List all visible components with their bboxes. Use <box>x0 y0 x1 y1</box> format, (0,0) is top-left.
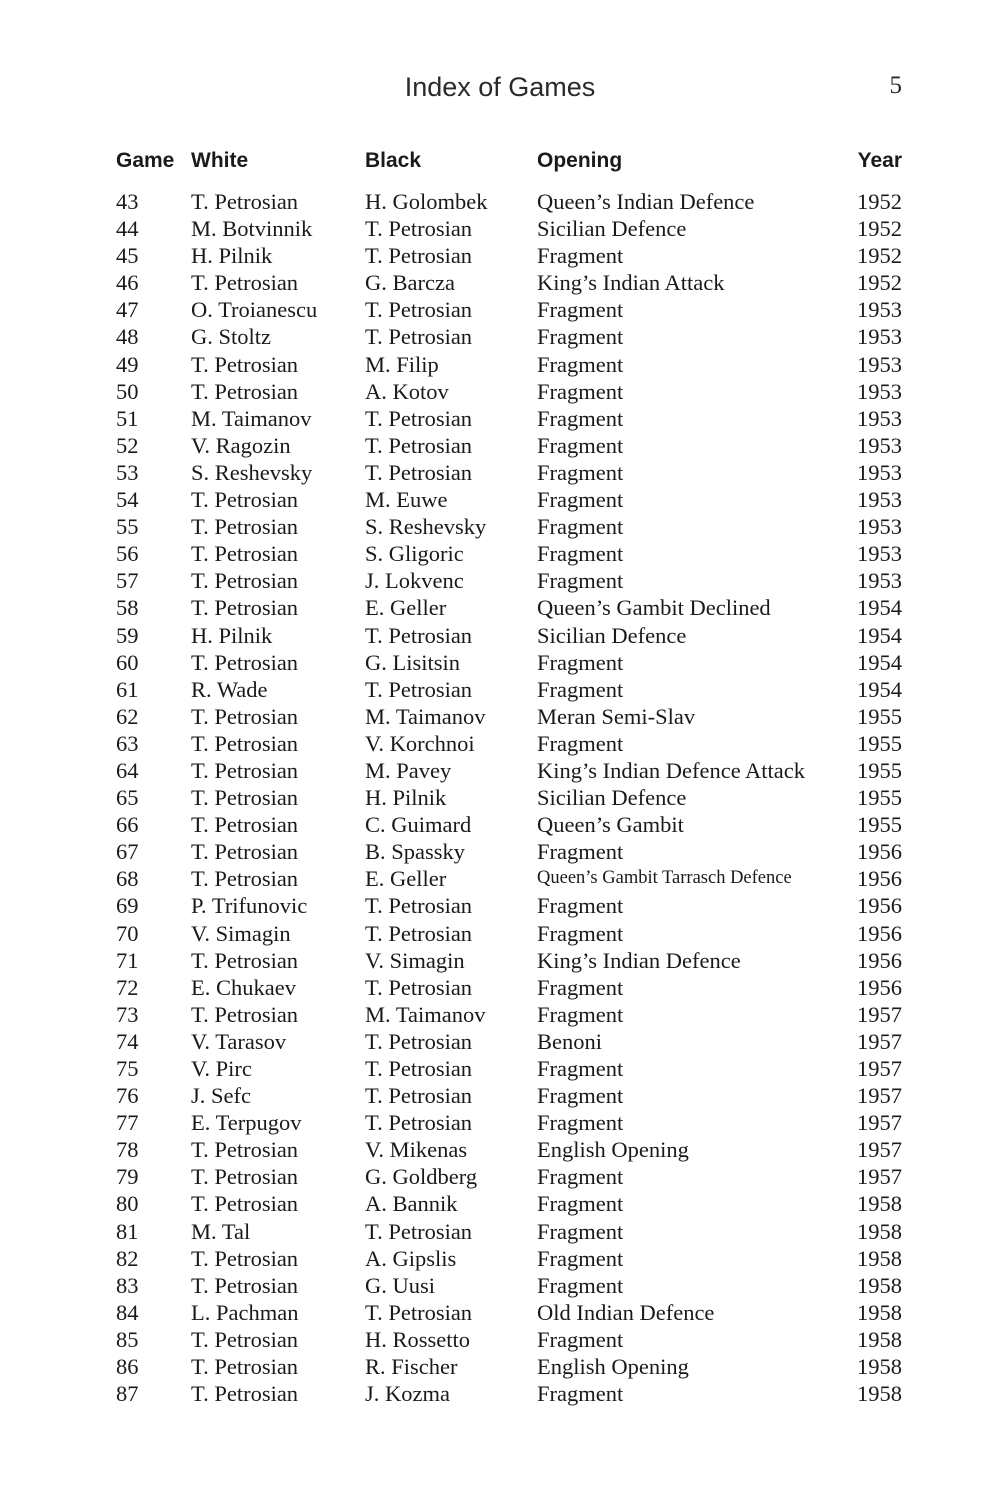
white-player-cell: T. Petrosian <box>191 1245 299 1271</box>
game-number-cell: 76 <box>116 1083 139 1109</box>
white-player-cell: J. Sefc <box>191 1083 251 1109</box>
year-cell: 1958 <box>857 1191 902 1217</box>
black-player-cell: T. Petrosian <box>365 676 473 702</box>
game-number-cell: 73 <box>116 1001 139 1027</box>
game-number-cell: 53 <box>116 459 139 485</box>
opening-cell: Sicilian Defence <box>537 785 687 811</box>
table-row <box>116 865 902 892</box>
opening-cell: Fragment <box>537 1326 624 1352</box>
page-header <box>0 72 1000 112</box>
black-player-cell: T. Petrosian <box>365 622 473 648</box>
table-row <box>116 622 902 649</box>
table-row <box>116 1082 902 1109</box>
table-row <box>116 594 902 621</box>
table-row <box>116 323 902 350</box>
game-number-cell: 86 <box>116 1354 139 1380</box>
opening-cell: Fragment <box>537 1381 624 1407</box>
game-number-cell: 47 <box>116 297 139 323</box>
opening-cell: Fragment <box>537 974 624 1000</box>
opening-cell: Fragment <box>537 378 624 404</box>
opening-cell: Fragment <box>537 459 624 485</box>
black-player-cell: T. Petrosian <box>365 1110 473 1136</box>
opening-cell: Benoni <box>537 1028 602 1054</box>
opening-cell: Fragment <box>537 1272 624 1298</box>
black-player-cell: T. Petrosian <box>365 216 473 242</box>
black-player-cell: G. Lisitsin <box>365 649 461 675</box>
table-row <box>116 1299 902 1326</box>
table-row <box>116 432 902 459</box>
year-cell: 1953 <box>857 378 902 404</box>
opening-cell: Fragment <box>537 1056 624 1081</box>
table-row <box>116 920 902 947</box>
game-number-cell: 70 <box>116 920 139 946</box>
white-player-cell: M. Botvinnik <box>191 216 313 242</box>
year-cell: 1957 <box>857 1028 902 1054</box>
table-row <box>116 1028 902 1055</box>
black-player-cell: G. Goldberg <box>365 1164 478 1190</box>
opening-cell: Fragment <box>537 514 624 540</box>
table-row <box>116 1190 902 1217</box>
black-player-cell: M. Euwe <box>365 487 448 513</box>
game-number-cell: 81 <box>116 1218 139 1244</box>
game-number-cell: 50 <box>116 378 139 404</box>
opening-cell: English Opening <box>537 1137 689 1163</box>
white-player-cell: V. Tarasov <box>191 1028 287 1054</box>
black-player-cell: H. Rossetto <box>365 1326 471 1352</box>
opening-cell: Queen’s Indian Defence <box>537 189 755 214</box>
game-number-cell: 83 <box>116 1272 139 1298</box>
year-cell: 1957 <box>857 1164 902 1190</box>
white-player-cell: T. Petrosian <box>191 514 299 540</box>
year-cell: 1953 <box>857 568 902 594</box>
white-player-cell: E. Chukaev <box>191 974 296 1000</box>
game-number-cell: 52 <box>116 432 139 458</box>
year-cell: 1954 <box>857 649 902 675</box>
table-row <box>116 1218 902 1245</box>
game-number-cell: 56 <box>116 541 139 567</box>
white-player-cell: T. Petrosian <box>191 1354 299 1380</box>
year-cell: 1957 <box>857 1137 902 1163</box>
table-row <box>116 1245 902 1272</box>
black-player-cell: J. Kozma <box>365 1381 450 1407</box>
white-player-cell: T. Petrosian <box>191 541 299 567</box>
column-header-game: Game <box>116 149 175 172</box>
white-player-cell: V. Ragozin <box>191 432 291 458</box>
white-player-cell: H. Pilnik <box>191 622 273 648</box>
game-number-cell: 62 <box>116 703 139 729</box>
table-row <box>116 351 902 378</box>
year-cell: 1953 <box>857 541 902 567</box>
black-player-cell: T. Petrosian <box>365 297 473 323</box>
game-number-cell: 57 <box>116 568 139 594</box>
opening-cell: Fragment <box>537 243 624 269</box>
black-player-cell: T. Petrosian <box>365 1218 473 1244</box>
opening-cell: Old Indian Defence <box>537 1299 715 1325</box>
table-row <box>116 269 902 296</box>
table-row <box>116 947 902 974</box>
game-number-cell: 82 <box>116 1245 139 1271</box>
white-player-cell: S. Reshevsky <box>191 459 313 485</box>
white-player-cell: T. Petrosian <box>191 947 299 973</box>
white-player-cell: H. Pilnik <box>191 243 273 269</box>
table-row <box>116 540 902 567</box>
year-cell: 1952 <box>857 243 902 269</box>
opening-cell: Sicilian Defence <box>537 622 687 648</box>
game-number-cell: 71 <box>116 947 139 973</box>
opening-cell: Fragment <box>537 649 624 675</box>
opening-cell: King’s Indian Defence Attack <box>537 757 806 783</box>
table-row <box>116 974 902 1001</box>
game-number-cell: 55 <box>116 514 139 540</box>
black-player-cell: C. Guimard <box>365 812 472 838</box>
black-player-cell: A. Bannik <box>365 1191 458 1217</box>
table-row <box>116 1353 902 1380</box>
game-number-cell: 48 <box>116 324 139 350</box>
table-row <box>116 405 902 432</box>
opening-cell: Fragment <box>537 1218 624 1244</box>
opening-cell: Fragment <box>537 405 624 431</box>
opening-cell: Meran Semi-Slav <box>537 703 696 729</box>
game-number-cell: 74 <box>116 1028 139 1054</box>
white-player-cell: T. Petrosian <box>191 785 299 811</box>
year-cell: 1957 <box>857 1056 902 1081</box>
table-row <box>116 1326 902 1353</box>
white-player-cell: T. Petrosian <box>191 1001 299 1027</box>
opening-cell: Fragment <box>537 324 624 350</box>
year-cell: 1953 <box>857 432 902 458</box>
year-cell: 1957 <box>857 1083 902 1109</box>
year-cell: 1958 <box>857 1326 902 1352</box>
year-cell: 1953 <box>857 324 902 350</box>
game-number-cell: 45 <box>116 243 139 269</box>
black-player-cell: G. Uusi <box>365 1272 436 1298</box>
game-number-cell: 64 <box>116 757 139 783</box>
white-player-cell: T. Petrosian <box>191 649 299 675</box>
year-cell: 1956 <box>857 920 902 946</box>
table-row <box>116 1001 902 1028</box>
white-player-cell: R. Wade <box>191 676 268 702</box>
year-cell: 1958 <box>857 1272 902 1298</box>
game-number-cell: 85 <box>116 1326 139 1352</box>
white-player-cell: G. Stoltz <box>191 324 272 350</box>
column-header-black: Black <box>365 149 422 172</box>
opening-cell: Fragment <box>537 730 624 756</box>
opening-cell: Fragment <box>537 351 624 377</box>
white-player-cell: T. Petrosian <box>191 351 299 377</box>
year-cell: 1958 <box>857 1299 902 1325</box>
column-header-year: Year <box>857 149 902 172</box>
white-player-cell: T. Petrosian <box>191 866 299 892</box>
table-row <box>116 1272 902 1299</box>
black-player-cell: V. Mikenas <box>365 1137 468 1163</box>
white-player-cell: T. Petrosian <box>191 378 299 404</box>
game-number-cell: 63 <box>116 730 139 756</box>
black-player-cell: T. Petrosian <box>365 893 473 919</box>
table-row <box>116 1109 902 1136</box>
game-number-cell: 87 <box>116 1381 139 1407</box>
year-cell: 1953 <box>857 351 902 377</box>
table-row <box>116 513 902 540</box>
opening-cell: Sicilian Defence <box>537 216 687 242</box>
opening-cell: English Opening <box>537 1354 689 1380</box>
opening-cell: Fragment <box>537 487 624 513</box>
year-cell: 1952 <box>857 189 902 214</box>
year-cell: 1956 <box>857 839 902 865</box>
black-player-cell: B. Spassky <box>365 839 466 865</box>
opening-cell: Fragment <box>537 920 624 946</box>
white-player-cell: T. Petrosian <box>191 487 299 513</box>
table-row <box>116 757 902 784</box>
black-player-cell: M. Pavey <box>365 757 452 783</box>
game-number-cell: 77 <box>116 1110 139 1136</box>
year-cell: 1956 <box>857 947 902 973</box>
game-number-cell: 58 <box>116 595 139 621</box>
opening-cell: Fragment <box>537 1245 624 1271</box>
game-number-cell: 66 <box>116 812 139 838</box>
black-player-cell: H. Pilnik <box>365 785 447 811</box>
game-number-cell: 43 <box>116 189 139 214</box>
black-player-cell: A. Kotov <box>365 378 449 404</box>
game-number-cell: 61 <box>116 676 139 702</box>
white-player-cell: T. Petrosian <box>191 839 299 865</box>
opening-cell: Fragment <box>537 1110 624 1136</box>
year-cell: 1953 <box>857 514 902 540</box>
black-player-cell: M. Taimanov <box>365 1001 486 1027</box>
black-player-cell: T. Petrosian <box>365 1056 473 1081</box>
opening-cell: Fragment <box>537 1164 624 1190</box>
black-player-cell: T. Petrosian <box>365 432 473 458</box>
table-row <box>116 649 902 676</box>
opening-cell: Fragment <box>537 568 624 594</box>
table-header-row <box>116 140 902 182</box>
white-player-cell: T. Petrosian <box>191 812 299 838</box>
game-number-cell: 80 <box>116 1191 139 1217</box>
year-cell: 1958 <box>857 1354 902 1380</box>
black-player-cell: T. Petrosian <box>365 243 473 269</box>
white-player-cell: E. Terpugov <box>191 1110 302 1136</box>
column-header-white: White <box>191 149 249 172</box>
year-cell: 1955 <box>857 812 902 838</box>
game-number-cell: 67 <box>116 839 139 865</box>
table-row <box>116 486 902 513</box>
white-player-cell: M. Taimanov <box>191 405 312 431</box>
opening-cell: Fragment <box>537 1083 624 1109</box>
table-row <box>116 215 902 242</box>
year-cell: 1954 <box>857 622 902 648</box>
game-number-cell: 46 <box>116 270 139 296</box>
table-row <box>116 703 902 730</box>
table-row <box>116 892 902 919</box>
white-player-cell: V. Simagin <box>191 920 291 946</box>
opening-cell: King’s Indian Defence <box>537 947 741 973</box>
black-player-cell: E. Geller <box>365 595 447 621</box>
black-player-cell: M. Filip <box>365 351 439 377</box>
table-row <box>116 296 902 323</box>
black-player-cell: M. Taimanov <box>365 703 486 729</box>
black-player-cell: R. Fischer <box>365 1354 458 1380</box>
year-cell: 1956 <box>857 974 902 1000</box>
black-player-cell: A. Gipslis <box>365 1245 457 1271</box>
game-number-cell: 79 <box>116 1164 139 1190</box>
year-cell: 1955 <box>857 703 902 729</box>
year-cell: 1956 <box>857 893 902 919</box>
game-number-cell: 59 <box>116 622 139 648</box>
white-player-cell: M. Tal <box>191 1218 251 1244</box>
opening-cell: Fragment <box>537 541 624 567</box>
black-player-cell: E. Geller <box>365 866 447 892</box>
opening-cell: Queen’s Gambit Declined <box>537 595 771 621</box>
year-cell: 1958 <box>857 1245 902 1271</box>
year-cell: 1956 <box>857 866 902 892</box>
black-player-cell: T. Petrosian <box>365 1028 473 1054</box>
white-player-cell: T. Petrosian <box>191 568 299 594</box>
game-number-cell: 54 <box>116 487 139 513</box>
black-player-cell: T. Petrosian <box>365 459 473 485</box>
year-cell: 1954 <box>857 676 902 702</box>
games-table-body <box>116 182 902 1407</box>
table-row <box>116 811 902 838</box>
table-row <box>116 1136 902 1163</box>
black-player-cell: T. Petrosian <box>365 920 473 946</box>
white-player-cell: T. Petrosian <box>191 757 299 783</box>
table-row <box>116 838 902 865</box>
opening-cell: Fragment <box>537 893 624 919</box>
white-player-cell: T. Petrosian <box>191 595 299 621</box>
black-player-cell: J. Lokvenc <box>365 568 464 594</box>
black-player-cell: S. Reshevsky <box>365 514 487 540</box>
white-player-cell: V. Pirc <box>191 1056 252 1081</box>
year-cell: 1955 <box>857 785 902 811</box>
white-player-cell: T. Petrosian <box>191 1272 299 1298</box>
black-player-cell: S. Gligoric <box>365 541 464 567</box>
opening-cell: Fragment <box>537 297 624 323</box>
table-row <box>116 567 902 594</box>
table-row <box>116 188 902 215</box>
table-row <box>116 1163 902 1190</box>
year-cell: 1955 <box>857 757 902 783</box>
white-player-cell: T. Petrosian <box>191 730 299 756</box>
white-player-cell: T. Petrosian <box>191 1164 299 1190</box>
game-number-cell: 72 <box>116 974 139 1000</box>
year-cell: 1958 <box>857 1218 902 1244</box>
year-cell: 1953 <box>857 487 902 513</box>
year-cell: 1957 <box>857 1001 902 1027</box>
white-player-cell: T. Petrosian <box>191 1381 299 1407</box>
opening-cell: Fragment <box>537 432 624 458</box>
opening-cell: Queen’s Gambit <box>537 812 684 838</box>
black-player-cell: V. Korchnoi <box>365 730 475 756</box>
game-number-cell: 84 <box>116 1299 139 1325</box>
page-title: Index of Games <box>404 72 596 102</box>
year-cell: 1957 <box>857 1110 902 1136</box>
opening-cell: Fragment <box>537 839 624 865</box>
game-number-cell: 69 <box>116 893 139 919</box>
year-cell: 1952 <box>857 216 902 242</box>
black-player-cell: T. Petrosian <box>365 1083 473 1109</box>
year-cell: 1952 <box>857 270 902 296</box>
year-cell: 1953 <box>857 297 902 323</box>
year-cell: 1954 <box>857 595 902 621</box>
year-cell: 1955 <box>857 730 902 756</box>
table-row <box>116 459 902 486</box>
white-player-cell: O. Troianescu <box>191 297 318 323</box>
games-index-table <box>116 140 902 1407</box>
white-player-cell: T. Petrosian <box>191 703 299 729</box>
opening-cell: King’s Indian Attack <box>537 270 725 296</box>
black-player-cell: G. Barcza <box>365 270 455 296</box>
table-row <box>116 378 902 405</box>
game-number-cell: 78 <box>116 1137 139 1163</box>
table-row <box>116 784 902 811</box>
table-row <box>116 730 902 757</box>
game-number-cell: 51 <box>116 405 139 431</box>
opening-cell: Queen’s Gambit Tarrasch Defence <box>537 868 792 889</box>
black-player-cell: T. Petrosian <box>365 405 473 431</box>
black-player-cell: T. Petrosian <box>365 324 473 350</box>
white-player-cell: P. Trifunovic <box>191 893 308 919</box>
year-cell: 1953 <box>857 459 902 485</box>
white-player-cell: T. Petrosian <box>191 1326 299 1352</box>
black-player-cell: T. Petrosian <box>365 974 473 1000</box>
opening-cell: Fragment <box>537 676 624 702</box>
table-row <box>116 1055 902 1082</box>
game-number-cell: 68 <box>116 866 139 892</box>
game-number-cell: 75 <box>116 1056 139 1081</box>
white-player-cell: T. Petrosian <box>191 1137 299 1163</box>
black-player-cell: T. Petrosian <box>365 1299 473 1325</box>
game-number-cell: 49 <box>116 351 139 377</box>
page-number: 5 <box>889 72 902 99</box>
table-row <box>116 676 902 703</box>
opening-cell: Fragment <box>537 1001 624 1027</box>
white-player-cell: L. Pachman <box>191 1299 299 1325</box>
column-header-opening: Opening <box>537 149 623 172</box>
game-number-cell: 65 <box>116 785 139 811</box>
opening-cell: Fragment <box>537 1191 624 1217</box>
game-number-cell: 44 <box>116 216 139 242</box>
year-cell: 1958 <box>857 1381 902 1407</box>
table-row <box>116 242 902 269</box>
year-cell: 1953 <box>857 405 902 431</box>
black-player-cell: V. Simagin <box>365 947 465 973</box>
white-player-cell: T. Petrosian <box>191 270 299 296</box>
game-number-cell: 60 <box>116 649 139 675</box>
table-row <box>116 1380 902 1407</box>
white-player-cell: T. Petrosian <box>191 189 299 214</box>
white-player-cell: T. Petrosian <box>191 1191 299 1217</box>
black-player-cell: H. Golombek <box>365 189 488 214</box>
